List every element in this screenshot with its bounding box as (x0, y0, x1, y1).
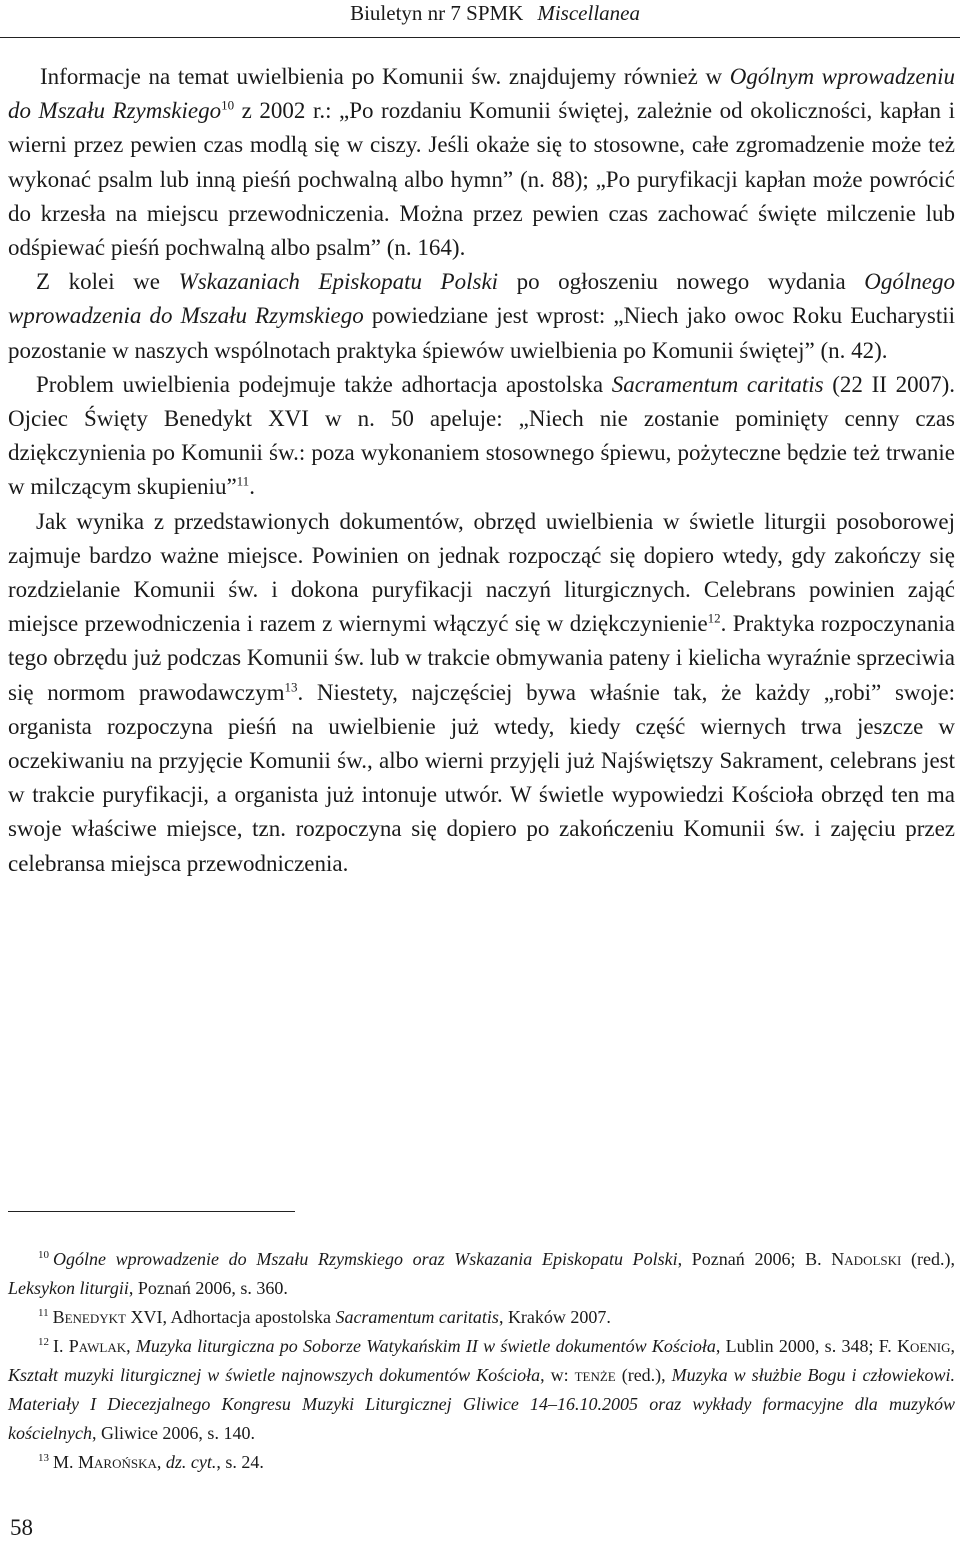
author-name: Marońska (78, 1452, 157, 1472)
footnote-ref-13[interactable]: 13 (284, 679, 298, 694)
text-run: , (156, 1452, 166, 1472)
italic-title: Kształt muzyki liturgicznej w świetle najnowszych dokumentów Kościoła (8, 1365, 541, 1385)
text-run: z 2002 r.: „Po rozdaniu Komunii świętej, zależnie od okoliczności, kapłan i wierni przez pewien czas modlą się w ciszy. Jeśli okaże się to stosowne, całe zgromadzenie może też wykonać psalm lub inną pieśń pochwalną albo hymn” (n. 88); „Po puryfikacji kapłan może powrócić do krzesła na miejscu przewodniczenia. Można przez pewien czas zachować święte milczenie lub odśpiewać pieśń pochwalną albo psalm” (n. 164). (8, 98, 955, 261)
footnote-number: 13 (38, 1452, 49, 1464)
page-number: 58 (10, 1515, 33, 1540)
text-run: (red.), (901, 1249, 955, 1269)
running-header (0, 0, 960, 38)
footnote-ref-12[interactable]: 12 (707, 610, 721, 626)
text-run: , Kraków 2007. (498, 1307, 611, 1327)
footnote-12 (8, 1332, 955, 1448)
text-run: , Poznań 2006; B. (677, 1249, 832, 1269)
footnote-ref-11[interactable]: 11 (236, 473, 250, 489)
text-run: , Gliwice 2006, s. 140. (91, 1423, 255, 1443)
author-name: Pawlak (68, 1336, 127, 1356)
text-run: , (950, 1336, 955, 1356)
footnote-number: 11 (38, 1307, 49, 1319)
author-name: Koenig (897, 1336, 951, 1356)
text-run: powiedziane jest wprost: „Niech jako owoc Roku Eucharystii pozostanie w naszych wspólnotach praktyka śpiewów uwielbienia po Komunii świętej” (n. 42). (8, 303, 956, 363)
author-name: Nadolski (831, 1249, 902, 1269)
italic-title: Wskazaniach Episkopatu Polski (178, 269, 499, 295)
text-run: , (126, 1336, 136, 1356)
italic-title: Ogólnego wprowadzenia do Mszału Rzymskiego (8, 269, 955, 329)
italic-title: Ogólnym wprowadzeniu do Mszału Rzymskiego (8, 64, 955, 124)
footnote-10 (8, 1245, 955, 1303)
author-name: tenże (574, 1365, 616, 1385)
author-name: Benedykt (52, 1307, 126, 1327)
text-run: . Praktyka rozpoczynania tego obrzędu już podczas Komunii św. lub w trakcie obmywania pateny i kielicha wyraźnie sprzeciwia się normom prawodawczym (8, 611, 955, 705)
footnote-ref-10[interactable]: 10 (221, 97, 235, 113)
footnotes (8, 1245, 955, 1477)
footnote-13 (8, 1448, 955, 1477)
paragraph-2 (8, 265, 955, 368)
text-run: I. (53, 1336, 69, 1356)
text-run: (red.), (615, 1365, 672, 1385)
section-title: Miscellanea (537, 1, 640, 25)
text-run: Informacje na temat uwielbienia po Komunii św. znajdujemy również w (40, 64, 730, 89)
italic-title: Ogólne wprowadzenie do Mszału Rzymskiego oraz Wskazania Episkopatu Polski (53, 1249, 678, 1269)
italic-title: Leksykon liturgii (8, 1278, 129, 1298)
text-run: . Niestety, najczęściej bywa właśnie tak, że każdy „robi” swoje: organista rozpoczyna pieśń na uwielbienie już wtedy, kiedy część wiernych trwa jeszcze w oczekiwaniu na przyjęcie Komunii św., albo wierni przyjęli już Najświętszy Sakrament, celebrans jest w trakcie puryfikacji, a organista już intonuje utwór. W świetle wypowiedzi Kościoła obrzęd ten ma swoje właściwe miejsce, tzn. rozpoczyna się dopiero po zakończeniu Komunii św. i zajęciu przez celebransa miejsca przewodniczenia. (8, 679, 955, 876)
main-text (8, 60, 955, 881)
footnote-separator (8, 1211, 295, 1212)
text-run: (22 II 2007). Ojciec Święty Benedykt XVI w n. 50 apeluje: „Niech nie zostanie pominięty cenny czas dziękczynienia po Komunii św.: poza wykonaniem stosownego śpiewu, pożyteczne będzie też trwanie w milczącym skupieniu” (8, 371, 956, 500)
text-run: po ogłoszeniu nowego wydania (498, 269, 865, 295)
italic-title: dz. cyt. (165, 1452, 217, 1472)
text-run: M. (53, 1452, 79, 1472)
text-run: XVI, Adhortacja apostolska (125, 1307, 336, 1327)
paragraph-1 (8, 60, 955, 265)
text-run: Jak wynika z przedstawionych dokumentów, obrzęd uwielbienia w świetle liturgii posoborowej zajmuje bardzo ważne miejsce. Powinien on jednak rozpocząć się dopiero wtedy, gdy zakończy się rozdzielanie Komunii św. i dokona puryfikacji naczyń liturgicznych. Celebrans powinien zająć miejsce przewodniczenia i razem z wiernymi włączyć się w dziękczynienie (8, 508, 955, 637)
text-run: . (249, 474, 255, 500)
text-run: , Lublin 2000, s. 348; F. (715, 1336, 898, 1356)
text-run: Z kolei we (36, 269, 179, 295)
italic-title: Muzyka liturgiczna po Soborze Watykańskim II w świetle dokumentów Kościoła (135, 1336, 716, 1356)
text-run: Problem uwielbienia podejmuje także adhortacja apostolska (36, 371, 612, 397)
text-run: , w: (540, 1365, 575, 1385)
publication-title: Biuletyn nr 7 SPMK (350, 1, 524, 25)
text-run: , s. 24. (216, 1452, 264, 1472)
footnote-number: 10 (38, 1249, 49, 1261)
running-header-text (350, 1, 640, 26)
paragraph-4 (8, 505, 955, 881)
italic-title: Sacramentum caritatis (335, 1307, 499, 1327)
italic-title: Sacramentum caritatis (611, 371, 824, 397)
text-run: , Poznań 2006, s. 360. (128, 1278, 288, 1298)
paragraph-3 (8, 368, 955, 505)
footnote-number: 12 (38, 1336, 49, 1348)
footnote-11 (8, 1303, 955, 1332)
italic-title: Muzyka w służbie Bogu i człowiekowi. Materiały I Diecezjalnego Kongresu Muzyki Liturgicznej Gliwice 14–16.10.2005 oraz wykłady formacyjne dla muzyków kościelnych (8, 1365, 955, 1443)
